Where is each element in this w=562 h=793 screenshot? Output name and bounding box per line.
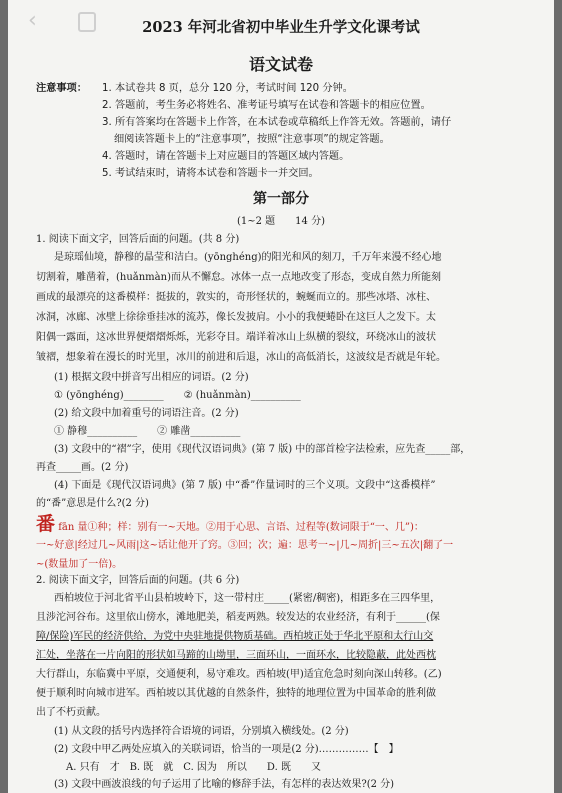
- paper-title: 语文试卷: [248, 55, 313, 74]
- part-title: 第一部分: [253, 191, 309, 207]
- part-subtitle: (1~2 题 14 分): [237, 216, 325, 227]
- notes-item: 细阅读答题卡上的“注意事项”，按照“注意事项”的规定答题。: [114, 134, 390, 145]
- passage-line: 汇处，坐落在一片向阳的形状如马蹄的山坳里，三面环山，一面环水，比较隐蔽，此处西枕: [36, 650, 436, 661]
- passage-line: 冰洞，冰廊、冰壁上徐徐垂挂冰的流苏，像长发披肩。小小的我便蜷卧在这巨人之发下。太: [36, 312, 436, 323]
- dictionary-definition: fān 量①种；样：别有一~天地。②用于心思、言语、过程等(数词限于“一、几”)：: [58, 522, 424, 533]
- subquestion: (2) 给文段中加着重号的词语注音。(2 分): [54, 408, 239, 419]
- answer-options: A. 只有 才 B. 既 就 C. 因为 所以 D. 既 又: [66, 762, 321, 773]
- subquestion: (3) 文段中画波浪线的句子运用了比喻的修辞手法，有怎样的表达效果?(2 分): [54, 779, 395, 790]
- passage-line: 出了不朽贡献。: [36, 707, 106, 718]
- passage-line: 切割着，雕凿着，(huǎnmàn)而从不懈怠。冰体一点一点地改变了形态，变成自然力所能刻: [36, 272, 441, 283]
- passage-line: 且涉沱河谷布。这里依山傍水，滩地肥美，稻麦两熟。较发达的农业经济，有利于______(保: [36, 612, 440, 623]
- exam-title: 2023 年河北省初中毕业生升学文化课考试: [142, 19, 420, 36]
- passage-line: 西柏坡位于河北省平山县柏坡岭下，这一带村庄_____(紧密/稠密)，相距多在三四华里，: [54, 593, 441, 604]
- notes-item: 1. 本试卷共 8 页，总分 120 分，考试时间 120 分钟。: [102, 83, 353, 94]
- passage-line: 是琼瑶仙境，静穆的晶莹和洁白。(yōnghéng)的阳光和风的刻刀，千万年来漫不经心地: [54, 252, 442, 263]
- answer-blank-line: ① (yōnghéng)________ ② (huǎnmàn)__________: [54, 390, 301, 401]
- dictionary-definition: ~(数量加了一倍)。: [36, 559, 123, 570]
- passage-line: 大行群山，东临冀中平原，交通便利，易守难攻。西柏坡(甲)适宜危急时刻向深山转移。(乙): [36, 669, 442, 680]
- subquestion: (4) 下面是《现代汉语词典》(第 7 版) 中“番”作量词时的三个义项。文段中“这番模样”: [54, 480, 436, 491]
- notes-item: 4. 答题时，请在答题卡上对应题目的答题区域内答题。: [102, 151, 350, 162]
- notes-item: 5. 考试结束时，请将本试卷和答题卡一并交回。: [102, 168, 319, 179]
- passage-line: 便于顺利时向城市进军。西柏坡以其优越的自然条件，独特的地理位置为中国革命的胜利做: [36, 688, 436, 699]
- question-1-stem: 1. 阅读下面文字，回答后面的问题。(共 8 分): [36, 234, 240, 245]
- passage-line: 障/保险)军民的经济供给，为党中央驻地提供物质基础。西柏坡正处于华北平原和太行山交: [36, 631, 434, 642]
- notes-heading: 注意事项：: [36, 83, 87, 94]
- passage-line: 皱褶，想象着在漫长的时光里，冰川的前进和后退，冰山的高低消长，这波纹是否就是年轮。: [36, 352, 446, 363]
- passage-line: 阳偶一露面，这冰世界便熠熠烁烁，光彩夺目。端详着冰山上纵横的裂纹，环绕冰山的波状: [36, 332, 436, 343]
- exam-paper: [8, 0, 554, 793]
- subquestion: (2) 文段中甲乙两处应填入的关联词语，恰当的一项是(2 分)……………【 】: [54, 744, 399, 755]
- dictionary-definition: 一~好意|经过几~风雨|这~话让他开了窍。③回；次；遍：思考一~|几~周折|三~五次|翻了一: [36, 540, 454, 551]
- notes-item: 3. 所有答案均在答题卡上作答，在本试卷或草稿纸上作答无效。答题前，请仔: [102, 117, 452, 128]
- dictionary-headword: 番: [36, 513, 56, 535]
- question-2-stem: 2. 阅读下面文字，回答后面的问题。(共 6 分): [36, 575, 240, 586]
- answer-blank-line: ① 静穆__________ ② 雕凿__________: [54, 426, 241, 437]
- subquestion: (1) 根据文段中拼音写出相应的词语。(2 分): [54, 372, 249, 383]
- subquestion: (3) 文段中的“褶”字，使用《现代汉语词典》(第 7 版) 中的部首检字法检索，应先查_____部，: [54, 444, 471, 455]
- back-arrow-icon[interactable]: ‹: [28, 8, 37, 33]
- subquestion: (1) 从文段的括号内选择符合语境的词语，分别填入横线处。(2 分): [54, 726, 349, 737]
- passage-line: 画成的最漂亮的这番模样：挺拔的，敦实的，奇形怪状的，蜿蜒而立的。那些冰塔、冰柱、: [36, 292, 436, 303]
- dictionary-entry: [36, 509, 424, 536]
- notes-item: 2. 答题前，考生务必将姓名、准考证号填写在试卷和答题卡的相应位置。: [102, 100, 431, 111]
- subquestion-cont: 的“番”意思是什么?(2 分): [36, 498, 149, 509]
- subquestion-cont: 再查_____画。(2 分): [36, 462, 129, 473]
